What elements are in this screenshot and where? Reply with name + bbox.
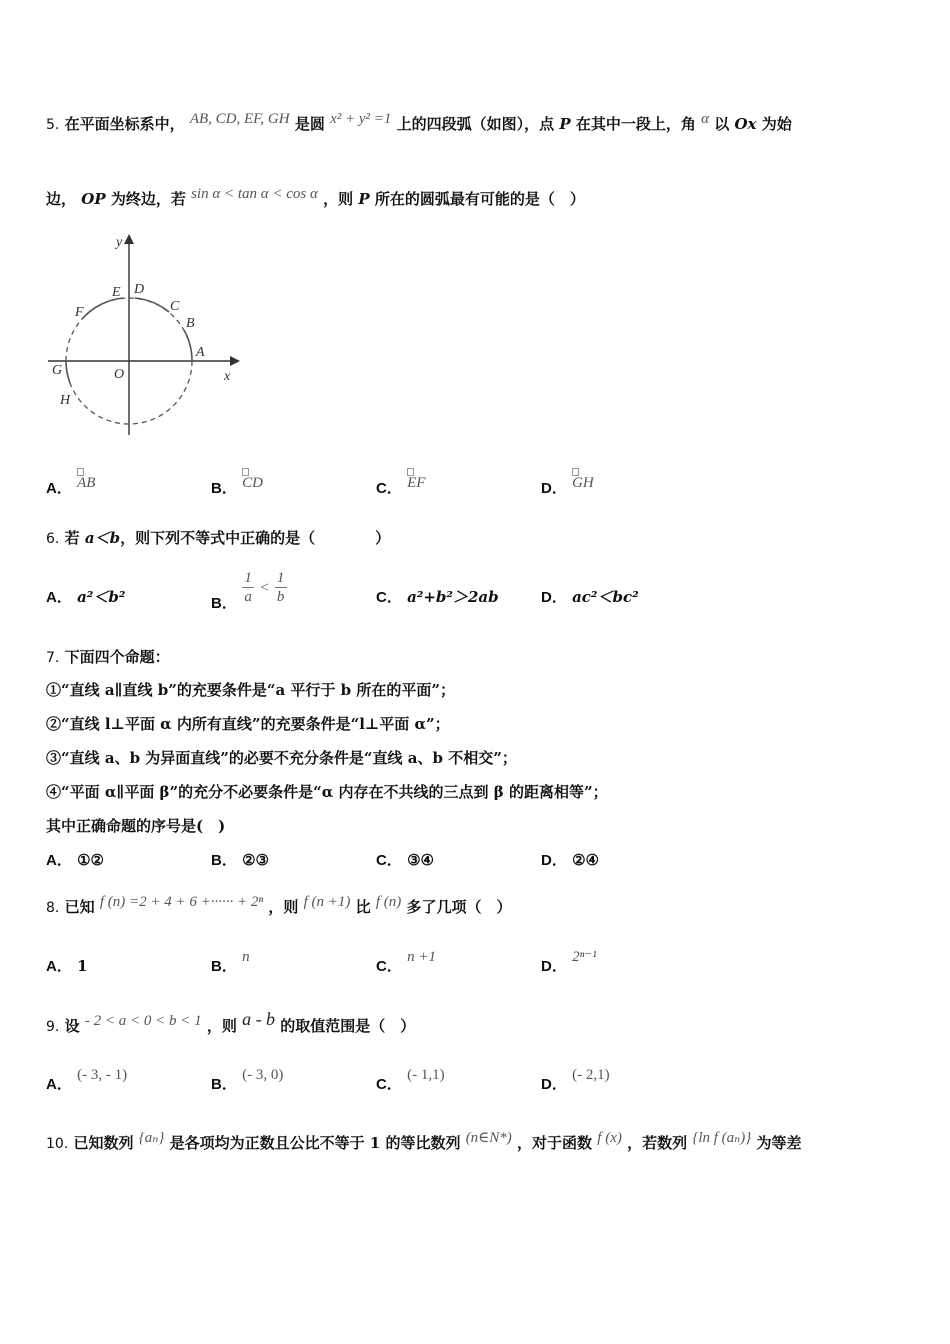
q9-text-b: ，则	[206, 1017, 237, 1035]
q8-option-d-value: 2ⁿ⁻¹	[572, 949, 597, 965]
y-axis-arrow	[124, 234, 134, 244]
q10-text-e: 为等差	[756, 1134, 802, 1152]
q8-option-b[interactable]	[211, 949, 250, 977]
q8-option-c-label: C．	[376, 958, 402, 975]
q5-option-a[interactable]	[46, 475, 96, 499]
q7-option-c-value: ③④	[407, 851, 434, 869]
q7-option-c[interactable]	[376, 850, 434, 871]
q5-text-e: 以	[714, 115, 730, 133]
q6-option-c[interactable]	[376, 587, 499, 608]
q6-option-a-label: A．	[46, 589, 72, 606]
q9-text-c: 的取值范围是（ ）	[280, 1017, 416, 1035]
q5-option-b-value: CD	[242, 475, 263, 491]
q5-point-p-2: P	[358, 190, 370, 208]
q5-alpha: α	[701, 111, 709, 127]
q7-item-2: ②“直线 l⊥平面 α 内所有直线”的充要条件是“l⊥平面 α”；	[46, 715, 450, 733]
q6-option-a[interactable]	[46, 587, 125, 608]
q7-number: 7.	[46, 650, 60, 666]
q6-b-den2: b	[276, 589, 285, 605]
q6-option-d-value: ac²＜bc²	[572, 588, 639, 606]
q9-option-b-label: B．	[211, 1076, 237, 1093]
q9-option-d-value: (- 2,1)	[572, 1067, 610, 1083]
x-axis-arrow	[230, 356, 240, 366]
q6-number: 6.	[46, 531, 60, 547]
q7-intro-line	[46, 647, 170, 668]
q9-option-d-label: D．	[541, 1076, 567, 1093]
q9-option-d[interactable]	[541, 1067, 610, 1095]
q10-condition: (n∈N*)	[465, 1130, 512, 1146]
q10-text-c: ，对于函数	[517, 1134, 593, 1152]
q10-text-d: ，若数列	[627, 1134, 688, 1152]
q8-formula: f (n) =2 + 4 + 6 +······ + 2ⁿ	[99, 894, 264, 910]
q7-intro: 下面四个命题：	[64, 648, 170, 666]
label-o: O	[114, 367, 125, 382]
q8-option-a[interactable]	[46, 956, 88, 977]
q8-fn: f (n)	[375, 894, 402, 910]
q9-line	[46, 1009, 416, 1037]
q5-option-d[interactable]	[541, 475, 594, 499]
q10-sequence: {aₙ}	[138, 1130, 165, 1146]
label-y: y	[116, 235, 123, 250]
q8-option-c[interactable]	[376, 949, 436, 977]
q7-option-a-label: A．	[46, 852, 72, 869]
q7-option-d[interactable]	[541, 850, 599, 871]
q5-text-d: 在其中一段上，角	[575, 115, 696, 133]
q6-b-num2: 1	[276, 570, 285, 586]
q5-option-d-label: D．	[541, 480, 567, 497]
q6-option-b-label: B．	[211, 594, 237, 612]
q5-line2	[46, 186, 585, 210]
q8-option-b-label: B．	[211, 958, 237, 975]
q10-text-a: 已知数列	[73, 1134, 134, 1152]
q8-text-a: 已知	[64, 898, 95, 916]
q8-option-d-label: D．	[541, 958, 567, 975]
q9-text-a: 设	[64, 1017, 80, 1035]
q6-text-b: ，则下列不等式中正确的是（ ）	[120, 529, 391, 547]
q7-item-4: ④“平面 α∥平面 β”的充分不必要条件是“α 内存在不共线的三点到 β 的距离相等”；	[46, 783, 608, 801]
arc-ef	[82, 298, 123, 319]
q9-option-a-value: (- 3, - 1)	[77, 1067, 128, 1083]
q5-line2-a: 边，	[46, 190, 77, 208]
q9-number: 9.	[46, 1019, 60, 1035]
q10-number: 10.	[46, 1136, 69, 1152]
q7-option-d-value: ②④	[572, 851, 599, 869]
q8-fn1: f (n +1)	[303, 894, 351, 910]
arc-ab	[184, 330, 192, 361]
q7-option-b[interactable]	[211, 850, 269, 871]
q5-option-d-value: GH	[572, 475, 594, 491]
label-b: B	[186, 316, 195, 331]
label-f: F	[75, 305, 84, 320]
label-x: x	[224, 369, 231, 384]
q9-option-a[interactable]	[46, 1067, 128, 1095]
q5-option-c-value: EF	[407, 475, 426, 491]
q6-text-a: 若	[64, 529, 80, 547]
q7-item-3: ③“直线 a、b 为异面直线”的必要不充分条件是“直线 a、b 不相交”；	[46, 749, 517, 767]
q5-circle-equation: x² + y² =1	[330, 111, 392, 127]
q8-number: 8.	[46, 900, 60, 916]
q7-option-b-value: ②③	[242, 851, 269, 869]
q7-option-a-value: ①②	[77, 851, 104, 869]
q5-text-c: 上的四段弧（如图），点	[396, 115, 555, 133]
q5-line2-d: 所在的圆弧最有可能的是（ ）	[374, 190, 585, 208]
q6-option-b[interactable]	[211, 570, 287, 612]
q6-b-num1: 1	[244, 570, 252, 586]
q5-text-a: 在平面坐标系中，	[64, 115, 185, 133]
label-e: E	[112, 285, 121, 300]
q6-line	[46, 528, 390, 549]
q7-option-b-label: B．	[211, 852, 237, 869]
q9-option-a-label: A．	[46, 1076, 72, 1093]
label-g: G	[52, 363, 63, 378]
q8-line	[46, 894, 512, 918]
q5-arcs: AB, CD, EF, GH	[189, 111, 290, 127]
q8-option-a-value: 1	[77, 957, 88, 975]
q6-option-c-label: C．	[376, 589, 402, 606]
q5-option-c[interactable]	[376, 475, 426, 499]
q9-condition: - 2 < a < 0 < b < 1	[84, 1013, 202, 1029]
q8-text-c: 比	[355, 898, 371, 916]
q5-option-c-label: C．	[376, 480, 402, 497]
label-h: H	[60, 393, 71, 408]
q9-option-b[interactable]	[211, 1067, 284, 1095]
q8-option-b-value: n	[242, 949, 250, 965]
q9-option-c[interactable]	[376, 1067, 445, 1095]
q5-option-b-label: B．	[211, 480, 237, 497]
q8-option-c-value: n +1	[407, 949, 436, 965]
q6-option-d-label: D．	[541, 589, 567, 606]
q5-line2-b: 为终边，若	[110, 190, 186, 208]
q8-text-b: ，则	[268, 898, 299, 916]
q5-option-b[interactable]	[211, 475, 263, 499]
q10-sequence-2: {ln f (aₙ)}	[692, 1130, 752, 1146]
q5-line1	[46, 111, 792, 135]
q7-option-c-label: C．	[376, 852, 402, 869]
label-c: C	[170, 299, 180, 314]
q6-b-den1: a	[244, 589, 252, 605]
q5-option-a-value: AB	[77, 475, 96, 491]
q8-option-d[interactable]	[541, 949, 597, 977]
q10-line	[46, 1130, 802, 1154]
q5-line2-c: ，则	[323, 190, 354, 208]
q5-option-a-label: A．	[46, 480, 72, 497]
q6-option-d[interactable]	[541, 587, 639, 608]
q9-option-c-value: (- 1,1)	[407, 1067, 445, 1083]
q7-item-1: ①“直线 a∥直线 b”的充要条件是“a 平行于 b 所在的平面”；	[46, 681, 455, 699]
q7-option-a[interactable]	[46, 850, 104, 871]
q5-number: 5.	[46, 117, 60, 133]
q6-condition: a＜b	[84, 529, 121, 547]
q5-point-p: P	[559, 115, 571, 133]
q6-option-c-value: a²+b²＞2ab	[407, 588, 499, 606]
q6-option-a-value: a²＜b²	[77, 588, 126, 606]
q9-expression: a - b	[242, 1009, 276, 1029]
q8-option-a-label: A．	[46, 958, 72, 975]
q5-ox: Ox	[734, 115, 757, 133]
q5-text-f: 为始	[761, 115, 792, 133]
q5-condition: sin α < tan α < cos α	[191, 186, 318, 202]
q9-option-b-value: (- 3, 0)	[242, 1067, 284, 1083]
q6-b-op: <	[259, 579, 270, 596]
label-a: A	[196, 345, 205, 360]
q9-option-c-label: C．	[376, 1076, 402, 1093]
q10-text-b: 是各项均为正数且公比不等于 1 的等比数列	[169, 1134, 461, 1152]
q10-function: f (x)	[597, 1130, 622, 1146]
unit-circle-figure	[44, 230, 254, 440]
q5-op: OP	[81, 190, 106, 208]
arc-cd	[135, 298, 169, 312]
q5-text-b: 是圆	[294, 115, 325, 133]
label-d: D	[134, 282, 145, 297]
q7-question: 其中正确命题的序号是( )	[46, 817, 226, 835]
arc-gh	[66, 361, 70, 383]
q7-option-d-label: D．	[541, 852, 567, 869]
q8-text-d: 多了几项（ ）	[406, 898, 512, 916]
